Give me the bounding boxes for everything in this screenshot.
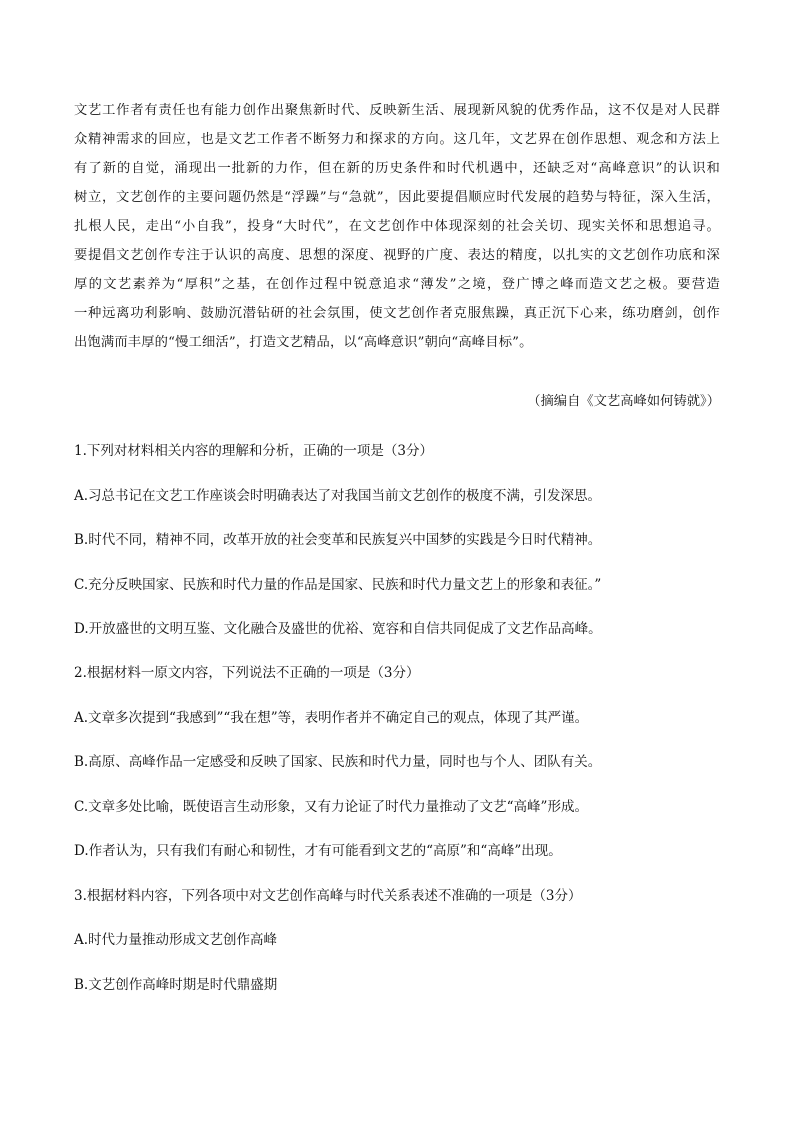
question-2-option-c: C.文章多处比喻，既使语言生动形象，又有力论证了时代力量推动了文艺“高峰”形成。 <box>74 799 588 815</box>
passage-line: 厚的文艺素养为“厚积”之基，在创作过程中锐意追求“薄发”之境，登广博之峰而造文艺之极。要营造 <box>74 277 720 292</box>
passage-line: 众精神需求的回应，也是文艺工作者不断努力和探求的方向。这几年，文艺界在创作思想、观念和方法上 <box>74 132 720 147</box>
passage-source: （摘编自《文艺高峰如何铸就》） <box>527 394 720 409</box>
question-3-option-a: A.时代力量推动形成文艺创作高峰 <box>74 932 278 948</box>
passage-line: 一种远离功利影响、鼓励沉潜钻研的社会氛围，使文艺创作者克服焦躁，真正沉下心来，练功磨剑，创作 <box>74 306 720 321</box>
passage-line: 要提倡文艺创作专注于认识的高度、思想的深度、视野的广度、表达的精度，以扎实的文艺创作功底和深 <box>74 248 720 263</box>
passage <box>74 96 720 357</box>
passage-line: 树立，文艺创作的主要问题仍然是“浮躁”与“急就”，因此要提倡顺应时代发展的趋势与特征，深入生活， <box>74 190 720 205</box>
question-1-option-a: A.习总书记在文艺工作座谈会时明确表达了对我国当前文艺创作的极度不满，引发深思。 <box>74 488 602 504</box>
passage-line: 扎根人民，走出“小自我”，投身“大时代”，在文艺创作中体现深刻的社会关切、现实关怀和思想追寻。 <box>74 219 720 234</box>
passage-line: 文艺工作者有责任也有能力创作出聚焦新时代、反映新生活、展现新风貌的优秀作品，这不仅是对人民群 <box>74 103 720 118</box>
question-1-stem: 1.下列对材料相关内容的理解和分析，正确的一项是（3分） <box>74 443 433 459</box>
question-1-option-b: B.时代不同，精神不同，改革开放的社会变革和民族复兴中国梦的实践是今日时代精神。 <box>74 532 602 548</box>
question-1-option-d: D.开放盛世的文明互鉴、文化融合及盛世的优裕、宽容和自信共同促成了文艺作品高峰。 <box>74 621 602 637</box>
question-3-stem: 3.根据材料内容，下列各项中对文艺创作高峰与时代关系表述不准确的一项是（3分） <box>74 888 582 904</box>
question-2-option-d: D.作者认为，只有我们有耐心和韧性，才有可能看到文艺的“高原”和“高峰”出现。 <box>74 843 562 859</box>
question-2-stem: 2.根据材料一原文内容，下列说法不正确的一项是（3分） <box>74 665 420 681</box>
question-3-option-b: B.文艺创作高峰时期是时代鼎盛期 <box>74 977 278 993</box>
passage-line: 出饱满而丰厚的“慢工细活”，打造文艺精品，以“高峰意识”朝向“高峰目标”。 <box>74 335 533 350</box>
question-2-option-b: B.高原、高峰作品一定感受和反映了国家、民族和时代力量，同时也与个人、团队有关。 <box>74 754 602 770</box>
passage-line: 有了新的自觉，涌现出一批新的力作，但在新的历史条件和时代机遇中，还缺乏对“高峰意识”的认识和 <box>74 161 720 176</box>
question-2-option-a: A.文章多次提到“我感到”“我在想”等，表明作者并不确定自己的观点，体现了其严谨。 <box>74 710 589 726</box>
question-1-option-c: C.充分反映国家、民族和时代力量的作品是国家、民族和时代力量文艺上的形象和表征。” <box>74 577 602 593</box>
